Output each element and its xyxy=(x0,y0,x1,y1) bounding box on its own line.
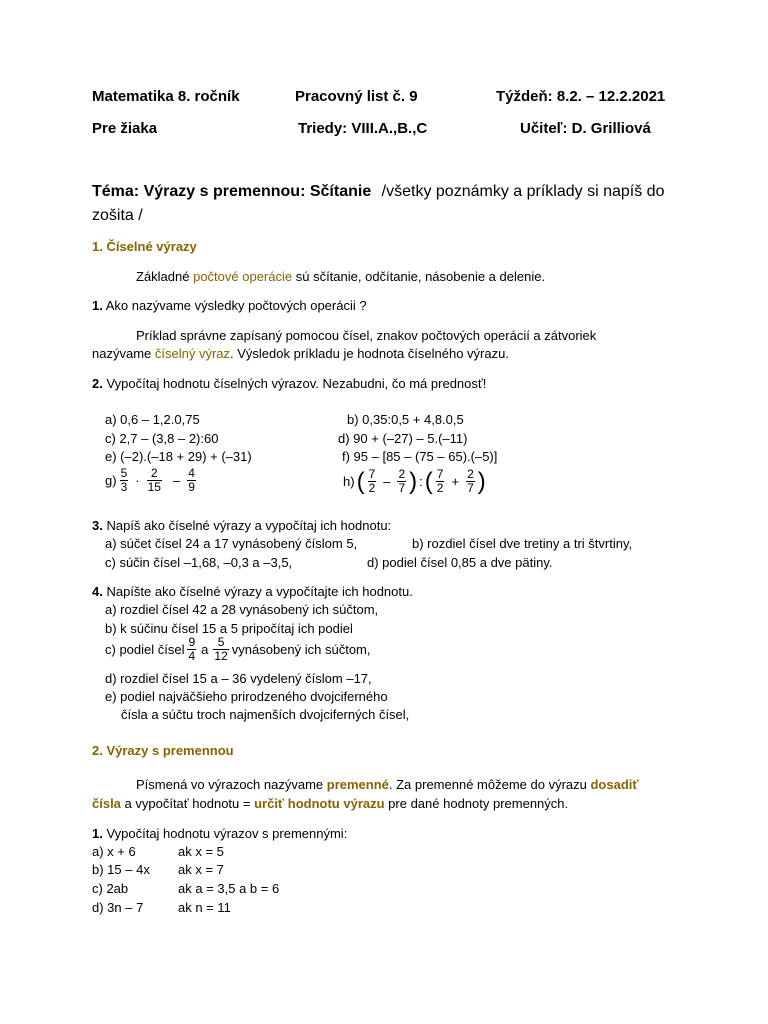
question-text: Ako nazývame výsledky počtových operácii ? xyxy=(102,298,367,313)
s2-row-1 xyxy=(92,844,224,859)
definition-line2 xyxy=(92,346,509,361)
exercise-b: b) 0,35:0,5 + 4,8.0,5 xyxy=(347,412,464,427)
row-condition: ak n = 11 xyxy=(178,900,231,915)
paren-close: ) xyxy=(477,467,486,495)
exercise-d: d) 90 + (–27) – 5.(–11) xyxy=(338,431,468,446)
row-expression: d) 3n – 7 xyxy=(92,900,144,915)
fraction: $\frac{4}{9}$ xyxy=(188,466,195,494)
header-classes: Triedy: VIII.A.,B.,C xyxy=(298,120,428,137)
q4-item-e-cont: čísla a súčtu troch najmenších dvojciferných čísel, xyxy=(121,707,410,722)
row-condition: ak a = 3,5 a b = 6 xyxy=(178,881,280,896)
paragraph-text: . Za premenné môžeme do výrazu xyxy=(388,777,591,792)
intro-text-end: sú sčítanie, odčítanie, násobenie a delenie. xyxy=(292,269,546,284)
row-expression: a) x + 6 xyxy=(92,844,136,859)
operator: – xyxy=(172,473,181,488)
fraction: $\frac{2}{7}$ xyxy=(467,467,474,495)
header-audience: Pre žiaka xyxy=(92,120,158,137)
section1-intro xyxy=(136,269,545,284)
question-text: Napíš ako číselné výrazy a vypočítaj ich hodnotu: xyxy=(102,518,392,533)
topic-title: Výrazy s premennou: Sčítanie xyxy=(143,183,372,200)
q4-item-b: b) k súčinu čísel 15 a 5 pripočítaj ich podiel xyxy=(105,621,353,636)
s1-question-4 xyxy=(92,584,413,599)
exercise-e: e) (–2).(–18 + 29) + (–31) xyxy=(105,449,252,464)
question-number: 2. xyxy=(92,376,103,391)
q3-item-c: c) súčin čísel –1,68, –0,3 a –3,5, xyxy=(105,555,293,570)
fraction: $\frac{2}{7}$ xyxy=(398,467,406,495)
exercise-f: f) 95 – [85 – (75 – 65).(–5)] xyxy=(342,449,498,464)
topic-note: /všetky poznámky a príklady si napíš do xyxy=(381,183,665,200)
exercise-g-label: g) xyxy=(105,473,117,488)
fraction: $\frac{7}{2}$ xyxy=(436,467,444,495)
operator: + xyxy=(451,474,460,489)
definition-text-end: . Výsledok príkladu je hodnota číselného výrazu. xyxy=(230,346,509,361)
definition-text: nazývame xyxy=(92,346,155,361)
q3-item-b: b) rozdiel čísel dve tretiny a tri štvrtiny, xyxy=(412,536,633,551)
question-text: Napíšte ako číselné výrazy a vypočítajte ich hodnotu. xyxy=(102,584,413,599)
paren-open: ( xyxy=(356,467,365,495)
row-condition: ak x = 5 xyxy=(178,844,224,859)
q3-item-a: a) súčet čísel 24 a 17 vynásobený číslom 5, xyxy=(105,536,358,551)
topic-note-cont: zošita / xyxy=(92,207,143,224)
intro-text: Základné xyxy=(136,269,194,284)
q4-item-c xyxy=(105,636,371,663)
header-subject: Matematika 8. ročník xyxy=(92,88,240,105)
term-ciselny-vyraz: číselný výraz xyxy=(154,346,231,361)
fraction: $\frac{9}{4}$ xyxy=(188,635,196,663)
exercise-h xyxy=(343,468,486,495)
paragraph-text: Písmená vo výrazoch nazývame xyxy=(136,777,327,792)
topic-line xyxy=(92,183,664,201)
definition-line1: Príklad správne zapísaný pomocou čísel, znakov počtových operácií a zátvoriek xyxy=(136,328,597,343)
row-expression: b) 15 – 4x xyxy=(92,862,150,877)
q4-item-e: e) podiel najväčšieho prirodzeného dvojciferného xyxy=(105,689,388,704)
s1-question-1 xyxy=(92,298,367,313)
s1-question-3 xyxy=(92,518,391,533)
operator: – xyxy=(383,474,391,489)
term-cisla: čísla xyxy=(92,796,121,811)
fraction: $\frac{5}{3}$ xyxy=(120,466,128,494)
term-urcit-hodnotu-vyrazu: určiť hodnotu výrazu xyxy=(254,796,385,811)
section2-paragraph-line1 xyxy=(136,777,639,792)
question-number: 1. xyxy=(92,826,103,841)
question-text: Vypočítaj hodnotu číselných výrazov. Nezabudni, čo má prednosť! xyxy=(102,376,487,391)
term-premenne: premenné xyxy=(326,777,389,792)
q4-item-d: d) rozdiel čísel 15 a – 36 vydelený číslom –17, xyxy=(105,671,372,686)
term-dosadit: dosadiť xyxy=(590,777,639,792)
header-teacher: Učiteľ: D. Grilliová xyxy=(520,120,651,137)
s2-row-3 xyxy=(92,881,279,896)
question-number: 4. xyxy=(92,584,103,599)
header-week: Týždeň: 8.2. – 12.2.2021 xyxy=(496,88,666,105)
section2-paragraph-line2 xyxy=(92,796,568,811)
fraction: $\frac{2}{15}$ xyxy=(147,466,161,494)
header-sheet: Pracovný list č. 9 xyxy=(295,88,418,105)
s2-row-4 xyxy=(92,900,231,915)
topic-label: Téma: xyxy=(92,183,140,200)
q4-c-text-end: vynásobený ich súčtom, xyxy=(231,642,371,657)
paragraph-text: a vypočítať hodnotu = xyxy=(120,796,255,811)
q4-c-text: c) podiel čísel xyxy=(105,642,185,657)
section1-heading: 1. Číselné výrazy xyxy=(92,239,197,254)
exercise-h-label: h) xyxy=(343,474,355,489)
fraction: $\frac{7}{2}$ xyxy=(368,467,376,495)
q4-item-a: a) rozdiel čísel 42 a 28 vynásobený ich súčtom, xyxy=(105,602,379,617)
section2-heading: 2. Výrazy s premennou xyxy=(92,743,234,758)
question-text: Vypočítaj hodnotu výrazov s premennými: xyxy=(102,826,348,841)
paragraph-text-end: pre dané hodnoty premenných. xyxy=(384,796,569,811)
fraction: $\frac{5}{12}$ xyxy=(214,635,228,663)
row-condition: ak x = 7 xyxy=(178,862,224,877)
question-number: 3. xyxy=(92,518,103,533)
exercise-a: a) 0,6 – 1,2.0,75 xyxy=(105,412,200,427)
exercise-c: c) 2,7 – (3,8 – 2):60 xyxy=(105,431,219,446)
operator: : xyxy=(419,474,423,489)
paren-open: ( xyxy=(424,467,433,495)
q3-item-d: d) podiel čísel 0,85 a dve pätiny. xyxy=(367,555,553,570)
s2-row-2 xyxy=(92,862,224,877)
exercise-g xyxy=(105,467,197,494)
row-expression: c) 2ab xyxy=(92,881,129,896)
s1-question-2 xyxy=(92,376,486,391)
question-number: 1. xyxy=(92,298,103,313)
paren-close: ) xyxy=(409,467,418,495)
operator: · xyxy=(135,473,140,488)
term-pocetne-operacie: počtové operácie xyxy=(193,269,293,284)
q4-c-and: a xyxy=(201,642,209,657)
s2-question-1 xyxy=(92,826,347,841)
